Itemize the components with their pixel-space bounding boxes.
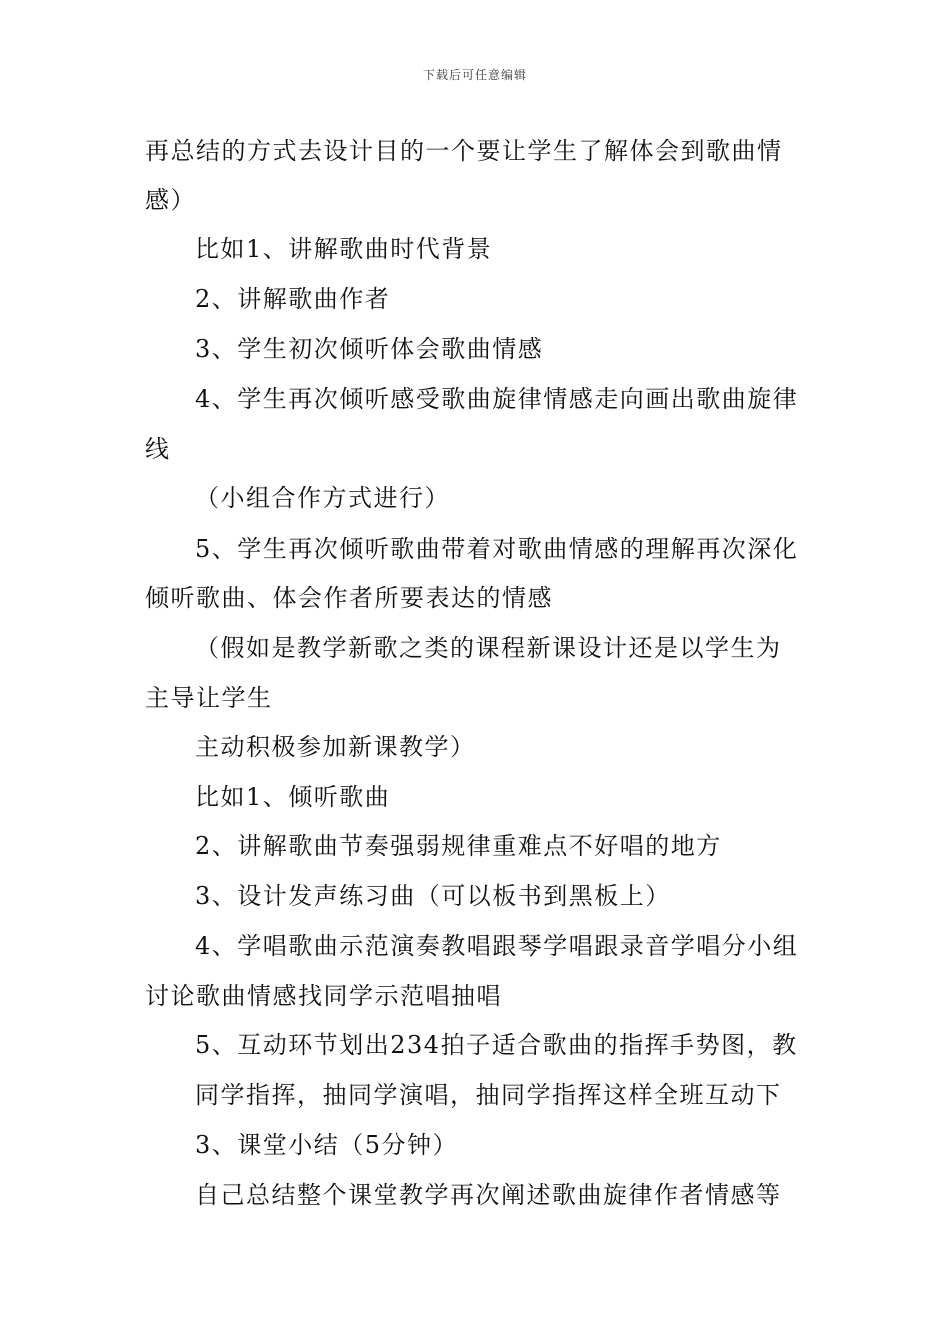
body-line: 自己总结整个课堂教学再次阐述歌曲旋律作者情感等 xyxy=(195,1181,782,1209)
body-line: 2、讲解歌曲节奏强弱规律重难点不好唱的地方 xyxy=(195,832,722,860)
body-line: 倾听歌曲、体会作者所要表达的情感 xyxy=(145,584,553,612)
body-line: 3、设计发声练习曲（可以板书到黑板上） xyxy=(195,882,671,910)
body-line: 2、讲解歌曲作者 xyxy=(195,285,391,313)
body-line: 比如1、讲解歌曲时代背景 xyxy=(195,235,493,263)
body-line: 同学指挥，抽同学演唱，抽同学指挥这样全班互动下 xyxy=(195,1081,782,1109)
body-line: 再总结的方式去设计目的一个要让学生了解体会到歌曲情 xyxy=(145,137,783,165)
body-line: 感） xyxy=(145,186,196,214)
body-line: 5、互动环节划出234拍子适合歌曲的指挥手势图，教 xyxy=(195,1031,798,1059)
body-line: （假如是教学新歌之类的课程新课设计还是以学生为 xyxy=(195,634,782,662)
body-line: 讨论歌曲情感找同学示范唱抽唱 xyxy=(145,982,502,1010)
body-line: 5、学生再次倾听歌曲带着对歌曲情感的理解再次深化 xyxy=(195,535,799,563)
body-line: 主动积极参加新课教学） xyxy=(195,733,476,761)
body-line: 线 xyxy=(145,435,171,463)
body-line: 4、学唱歌曲示范演奏教唱跟琴学唱跟录音学唱分小组 xyxy=(195,932,799,960)
body-line: 主导让学生 xyxy=(145,684,273,712)
page-header: 下载后可任意编辑 xyxy=(422,68,527,82)
body-line: 4、学生再次倾听感受歌曲旋律情感走向画出歌曲旋律 xyxy=(195,385,799,413)
body-line: 3、学生初次倾听体会歌曲情感 xyxy=(195,335,544,363)
body-line: 比如1、倾听歌曲 xyxy=(195,783,391,811)
body-line: 3、课堂小结（5分钟） xyxy=(195,1131,459,1159)
body-line: （小组合作方式进行） xyxy=(195,484,450,512)
